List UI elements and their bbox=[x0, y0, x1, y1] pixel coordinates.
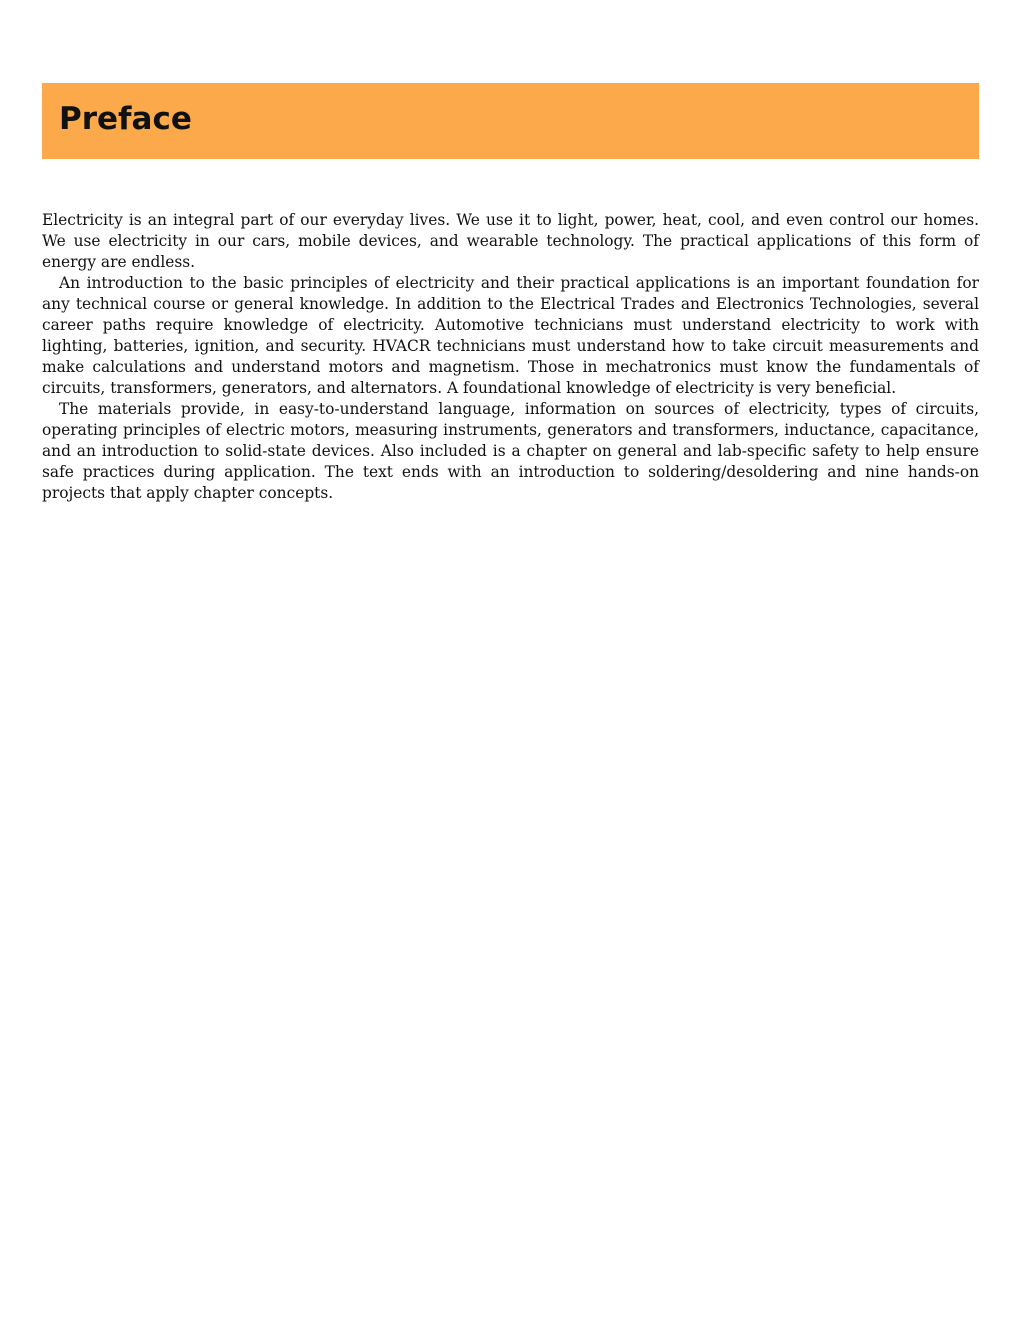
paragraph-foundation: An introduction to the basic principles of electricity and their practical applications is an important foundation for any technical course or general knowledge. In addition to the Electrical Trades and Electronics Technologies, several career paths require knowledge of electricity. Automotive technicians must understand electricity to work with lighting, batteries, ignition, and security. HVACR technicians must understand how to take circuit measurements and make calculations and understand motors and magnetism. Those in mechatronics must know the fundamentals of circuits, transformers, generators, and alternators. A foundational knowledge of electricity is very beneficial. bbox=[42, 274, 979, 397]
page-title: Preface bbox=[59, 101, 192, 137]
paragraph-intro: Electricity is an integral part of our everyday lives. We use it to light, power, heat, cool, and even control our homes. We use electricity in our cars, mobile devices, and wearable technology. The practical applications of this form of energy are endless. bbox=[42, 211, 979, 271]
preface-header-band bbox=[42, 83, 979, 159]
preface-body bbox=[42, 210, 979, 504]
paragraph-materials: The materials provide, in easy-to-understand language, information on sources of electricity, types of circuits, operating principles of electric motors, measuring instruments, generators and transformers, inductance, capacitance, and an introduction to solid-state devices. Also included is a chapter on general and lab-specific safety to help ensure safe practices during application. The text ends with an introduction to soldering/desoldering and nine hands-on projects that apply chapter concepts. bbox=[42, 400, 979, 502]
